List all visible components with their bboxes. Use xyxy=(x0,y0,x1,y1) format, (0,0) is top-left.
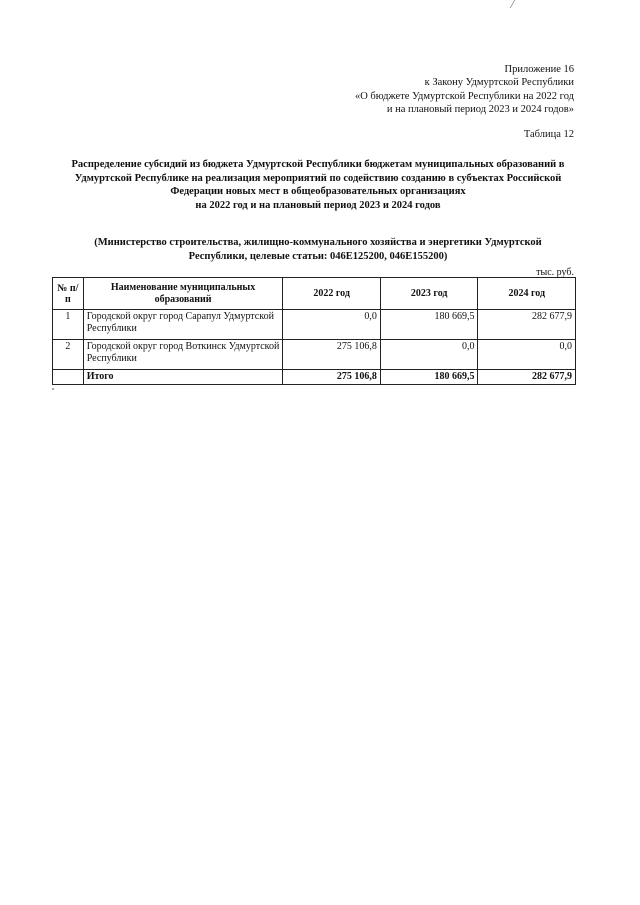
table-row xyxy=(53,310,576,340)
total-value-2022: 275 106,8 xyxy=(283,370,381,385)
document-title xyxy=(60,158,576,212)
row-value-2022: 275 106,8 xyxy=(283,340,381,370)
subsidy-table xyxy=(52,277,576,385)
title-line: на 2022 год и на плановый период 2023 и 2024 годов xyxy=(195,199,441,211)
row-number: 2 xyxy=(53,340,84,370)
row-name-line: Республики xyxy=(86,322,137,334)
row-name xyxy=(83,310,283,340)
subtitle-line: Республики, целевые статьи: 046E125200, 046E155200) xyxy=(188,250,448,262)
subtitle-line: (Министерство строительства, жилищно-коммунального хозяйства и энергетики Удмуртской xyxy=(94,237,542,248)
title-line: Удмуртской Республике на реализация мероприятий по содействию созданию в субъектах Российской xyxy=(74,172,562,184)
header-2022: 2022 год xyxy=(283,278,381,310)
title-line: Распределение субсидий из бюджета Удмуртской Республики бюджетам муниципальных образований в xyxy=(71,159,565,170)
total-row xyxy=(53,370,576,385)
annex-line: к Закону Удмуртской Республики xyxy=(424,77,574,89)
table-row xyxy=(53,340,576,370)
row-number: 1 xyxy=(53,310,84,340)
total-number-cell xyxy=(53,370,84,385)
row-name-line: Городской округ город Воткинск Удмуртской xyxy=(86,341,280,352)
row-value-2022: 0,0 xyxy=(283,310,381,340)
row-value-2023: 0,0 xyxy=(380,340,478,370)
row-name-line: Республики xyxy=(86,352,137,364)
row-value-2024: 0,0 xyxy=(478,340,576,370)
title-line: Федерации новых мест в общеобразовательных организациях xyxy=(170,186,466,198)
header-name: Наименование муниципальных образований xyxy=(83,278,283,310)
table-header-row xyxy=(53,278,576,310)
units-label: тыс. руб. xyxy=(536,267,574,278)
row-name-line: Городской округ город Сарапул Удмуртской xyxy=(86,311,274,322)
total-label: Итого xyxy=(83,370,283,385)
annex-line: Приложение 16 xyxy=(504,64,574,75)
total-value-2023: 180 669,5 xyxy=(380,370,478,385)
row-value-2024: 282 677,9 xyxy=(478,310,576,340)
row-value-2023: 180 669,5 xyxy=(380,310,478,340)
row-name xyxy=(83,340,283,370)
header-2023: 2023 год xyxy=(380,278,478,310)
document-subtitle xyxy=(60,236,576,263)
annex-line: и на плановый период 2023 и 2024 годов» xyxy=(386,104,574,116)
total-value-2024: 282 677,9 xyxy=(478,370,576,385)
annex-line: «О бюджете Удмуртской Республики на 2022 год xyxy=(354,90,574,102)
scan-speck xyxy=(52,388,54,390)
header-number: № п/п xyxy=(53,278,84,310)
header-2024: 2024 год xyxy=(478,278,576,310)
table-number: Таблица 12 xyxy=(523,129,574,140)
scan-mark xyxy=(496,0,516,8)
annex-block xyxy=(355,63,574,117)
